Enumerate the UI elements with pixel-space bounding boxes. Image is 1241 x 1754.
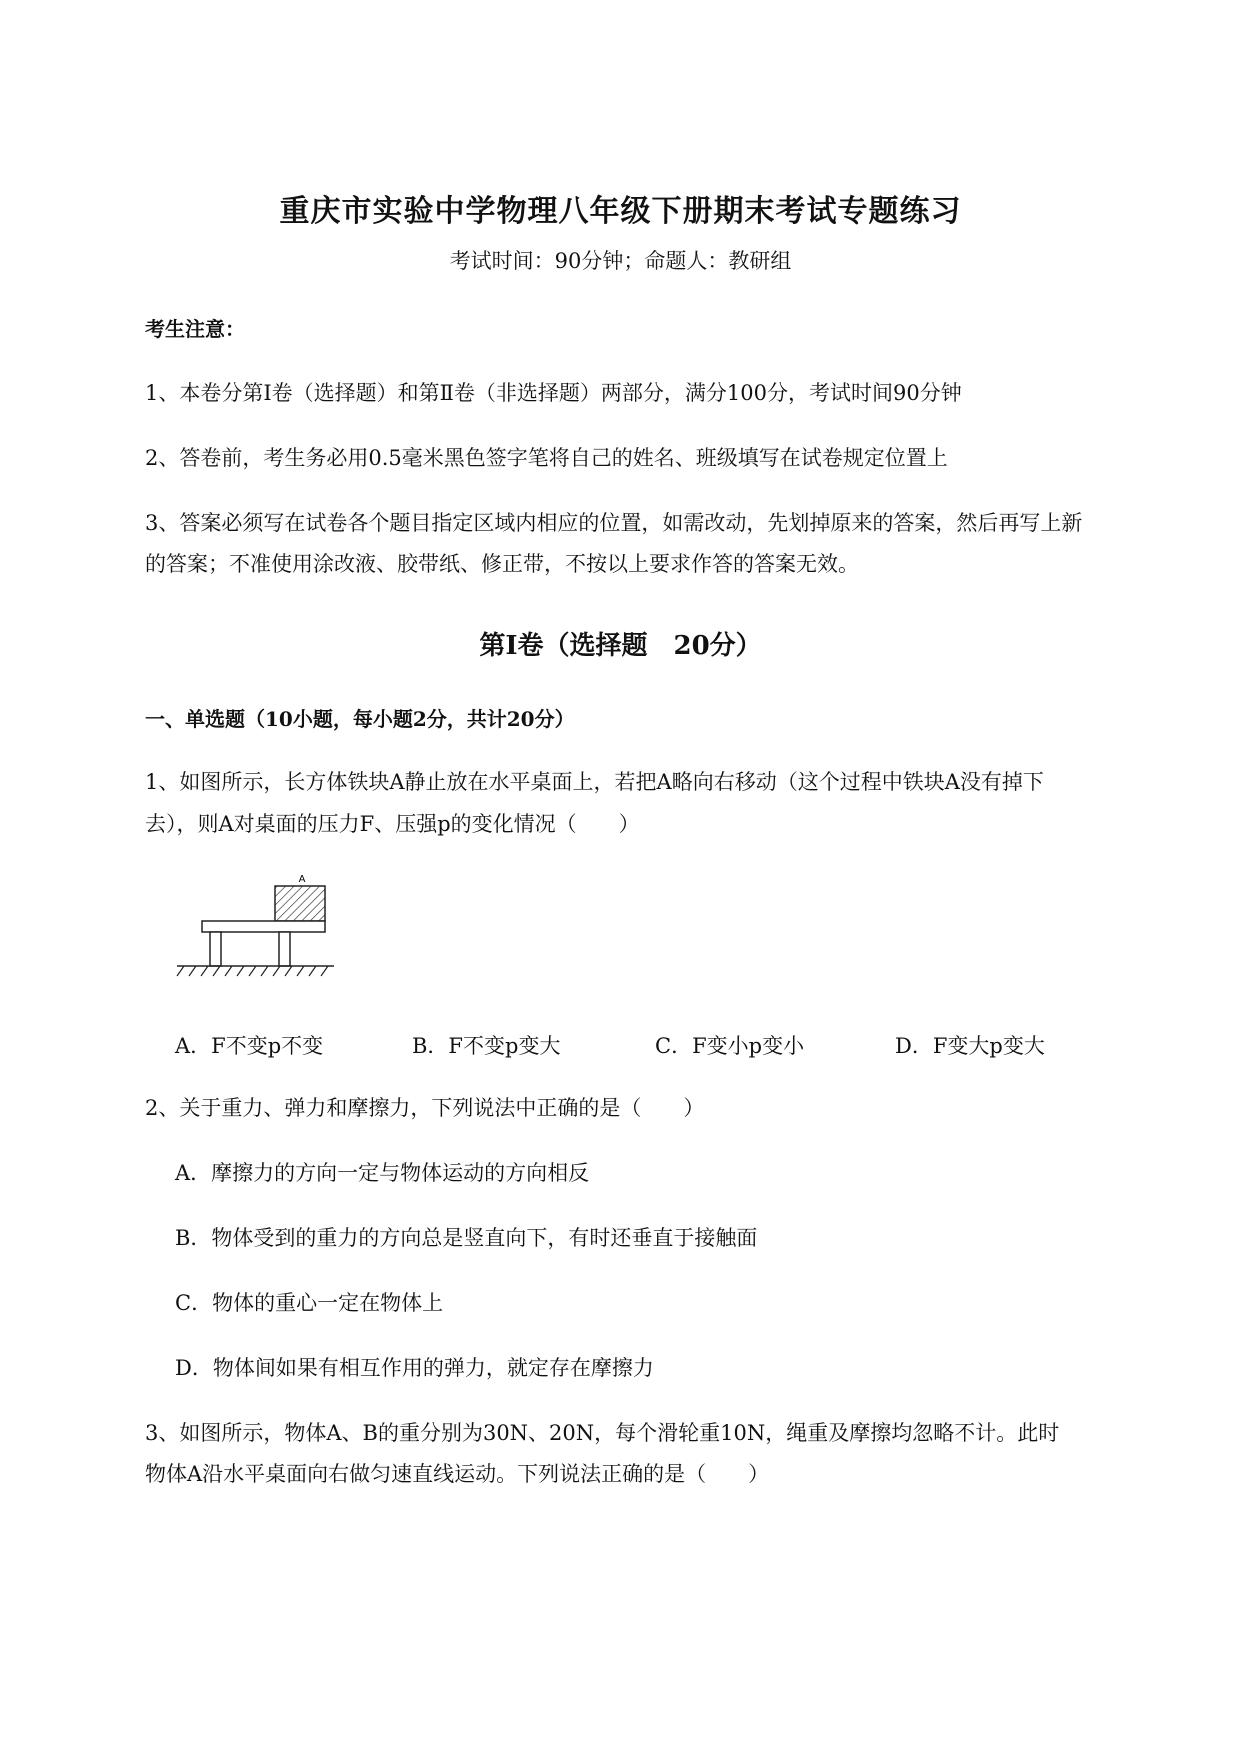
option-a: A．F不变p不变 xyxy=(175,1034,324,1058)
tabletop-shape xyxy=(202,921,325,932)
notice-item: 2、答卷前，考生务必用0.5毫米黑色签字笔将自己的姓名、班级填写在试卷规定位置上 xyxy=(145,446,948,470)
option-b: B．物体受到的重力的方向总是竖直向下，有时还垂直于接触面 xyxy=(175,1226,758,1250)
question-text: 3、如图所示，物体A、B的重分别为30N、20N，每个滑轮重10N，绳重及摩擦均忽略不计。此时 xyxy=(145,1421,1060,1445)
ground-hatch xyxy=(177,966,328,976)
option-d: D．F变大p变大 xyxy=(895,1034,1045,1058)
table-block-figure xyxy=(172,872,348,982)
exam-info: 考试时间：90分钟；命题人：教研组 xyxy=(449,249,792,273)
subsection-heading: 一、单选题（10小题，每小题2分，共计20分） xyxy=(145,707,575,731)
question-text: 物体A沿水平桌面向右做匀速直线运动。下列说法正确的是（ ） xyxy=(145,1462,770,1486)
notice-item: 1、本卷分第Ⅰ卷（选择题）和第Ⅱ卷（非选择题）两部分，满分100分，考试时间90分钟 xyxy=(145,381,962,405)
option-c: C．物体的重心一定在物体上 xyxy=(175,1291,444,1315)
question-text: 去），则A对桌面的压力F、压强p的变化情况（ ） xyxy=(145,812,640,836)
question-text: 1、如图所示，长方体铁块A静止放在水平桌面上，若把A略向右移动（这个过程中铁块A没有掉下 xyxy=(145,770,1044,794)
option-a: A．摩擦力的方向一定与物体运动的方向相反 xyxy=(175,1161,590,1185)
notice-heading: 考生注意： xyxy=(145,317,245,341)
option-d: D．物体间如果有相互作用的弹力，就定存在摩擦力 xyxy=(175,1356,654,1380)
table-leg-left xyxy=(210,932,221,966)
question-text: 2、关于重力、弹力和摩擦力，下列说法中正确的是（ ） xyxy=(145,1096,705,1120)
notice-item: 3、答案必须写在试卷各个题目指定区域内相应的位置，如需改动，先划掉原来的答案，然后再写上新 xyxy=(145,511,1083,535)
notice-item: 的答案；不准使用涂改液、胶带纸、修正带，不按以上要求作答的答案无效。 xyxy=(145,552,859,576)
section-title: 第Ⅰ卷（选择题 20分） xyxy=(479,631,762,661)
option-b: B．F不变p变大 xyxy=(412,1034,561,1058)
table-leg-right xyxy=(279,932,290,966)
option-c: C．F变小p变小 xyxy=(655,1034,805,1058)
iron-block-shape xyxy=(275,886,325,921)
block-label: A xyxy=(298,874,306,885)
page-title: 重庆市实验中学物理八年级下册期末考试专题练习 xyxy=(279,194,962,229)
